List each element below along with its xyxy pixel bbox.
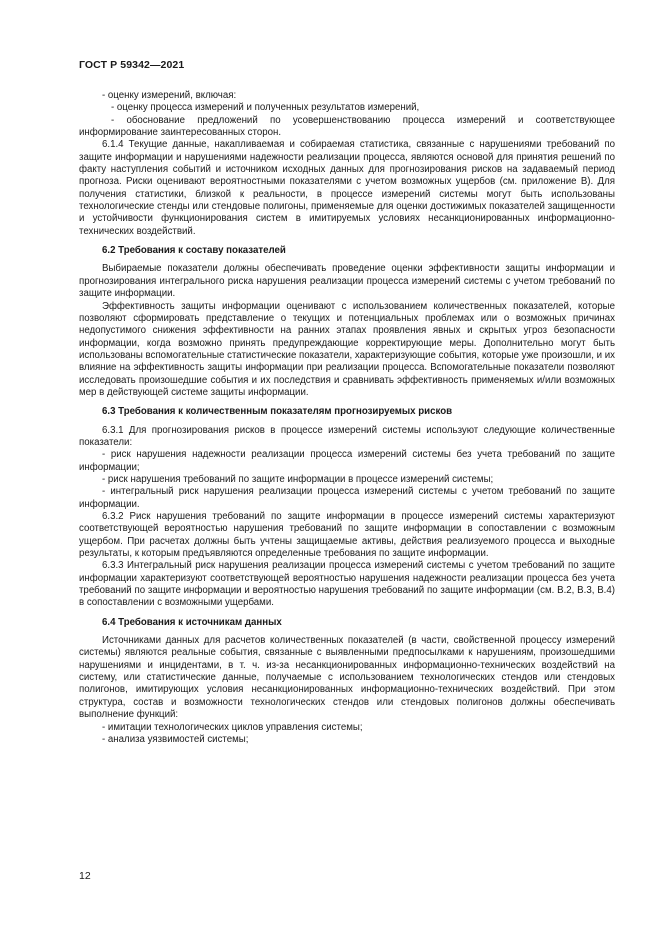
section-heading-6-4: 6.4 Требования к источникам данных <box>102 616 282 628</box>
list-item: - риск нарушения надежности реализации процесса измерений системы без учета требований по защите информации; <box>79 449 615 473</box>
paragraph: Источниками данных для расчетов количественных показателей (в части, свойственной процессу измерений системы) являются реальные события, связанные с выявленными предпосылками к нарушениям, произошедшими нарушениями и инцидентами, в т. ч. из-за несанкционированных информационно-технических воздействий на систему, или статистические данные, получаемые с использованием технологических стендов или стендовых полигонов, имитирующих условия несанкционированных информационно-технических воздействий. При этом структура, состав и возможности технологических стендов или стендовых полигонов должны обеспечивать выполнение функций: <box>79 635 615 721</box>
list-item: - анализа уязвимостей системы; <box>102 733 249 745</box>
list-item: - риск нарушения требований по защите информации в процессе измерений системы; <box>102 473 494 485</box>
paragraph-6-3-3: 6.3.3 Интегральный риск нарушения реализации процесса измерений системы с учетом требований по защите информации характеризуют соответствующей вероятностью нарушения надежности реализации процесса без учета требований по защите информации и вероятностью нарушения требований по защите информации (см. В.2, В.3, В.4) в сопоставлении с возможными ущербами. <box>79 560 615 609</box>
list-item: - имитации технологических циклов управления системы; <box>102 721 363 733</box>
list-item: - обоснование предложений по усовершенствованию процесса измерений и соответствующее информирование заинтересованных сторон. <box>79 114 615 139</box>
page-body <box>79 90 615 746</box>
paragraph-6-1-4: 6.1.4 Текущие данные, накапливаемая и собираемая статистика, связанные с нарушениями требований по защите информации и нарушениями надежности реализации процесса, являются основой для принятия решений по факту наступления событий и источником исходных данных для прогнозирования рисков на задаваемый период прогноза. Риски оценивают вероятностными показателями с учетом возможных ущербов (см. приложение В). Для получения статистики, близкой к реальности, в процессе измерений системы могут быть использованы технологические стенды или стендовые полигоны, применяемые для оценки достижимых показателей защищенности и устойчивости функционирования систем в имитируемых условиях несанкционированных информационно-технических воздействий. <box>79 139 615 237</box>
list-item: - интегральный риск нарушения реализации процесса измерений системы с учетом требований по защите информации. <box>79 486 615 510</box>
list-item: - оценку измерений, включая: <box>102 90 237 101</box>
paragraph-6-3-1: 6.3.1 Для прогнозирования рисков в процессе измерений системы используют следующие количественные показатели: <box>79 424 615 448</box>
paragraph: Выбираемые показатели должны обеспечивать проведение оценки эффективности защиты информации и прогнозирования интегрального риска нарушения реализации процесса измерений системы с учетом требований по защите информации. <box>79 263 615 300</box>
document-header: ГОСТ Р 59342—2021 <box>79 59 185 71</box>
page-number: 12 <box>79 870 91 882</box>
paragraph-6-3-2: 6.3.2 Риск нарушения требований по защите информации в процессе измерений системы характеризуют соответствующей вероятностью нарушения требований по защите информации в сопоставлении с возможным ущербом. При расчетах должны быть учтены защищаемые активы, действия реализуемого процесса и выходные результаты, к которым предъявляются определенные требования по защите информации. <box>79 511 615 560</box>
list-item: - оценку процесса измерений и полученных результатов измерений, <box>111 102 420 114</box>
section-heading-6-2: 6.2 Требования к составу показателей <box>102 245 286 257</box>
paragraph: Эффективность защиты информации оценивают с использованием количественных показателей, которые позволяют сформировать представление о текущих и потенциальных проблемах или о возможных причинах недопустимого снижения эффективности на ранних этапах проявления явных и скрытых угроз безопасности информации, когда возможно принять предупреждающие корректирующие меры. Дополнительно могут быть использованы вспомогательные статистические показатели, характеризующие события, которые уже произошли, и их влияние на эффективность защиты информации при реализации процесса. Вспомогательные показатели позволяют исследовать произошедшие события и их последствия и сравнивать эффективность применяемых и/или возможных мер в действующей системе защиты информации. <box>79 300 615 398</box>
section-heading-6-3: 6.3 Требования к количественным показателям прогнозируемых рисков <box>102 406 453 418</box>
